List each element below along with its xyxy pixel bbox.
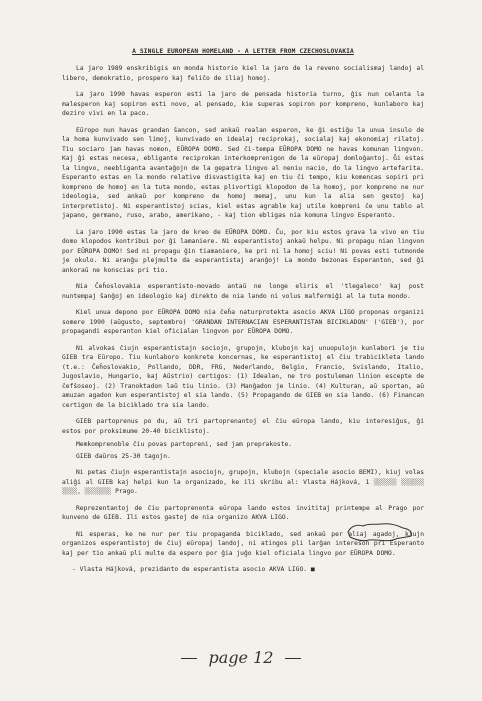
page-number [0,648,482,667]
page-number-label: page 12 [208,648,274,667]
map-outline-icon [345,520,415,544]
footer-dash-right [285,658,301,659]
paragraph-13: Ni esperas, ke ne nur per tiu propaganda biciklado, sed ankaŭ per aliaj agadoj, kiujn organizos esperantistoj de ĉiuj eŭropaj landoj, ni atingos pli larĝan intereson pri Esperanto kaj per tio ankaŭ pli multe da espero por ĝia juĝo kiel oficiala lingvo por EŬROPA DOMO. [62,530,424,557]
paragraph-12: Reprezentantoj de ĉiu partoprenonta eŭropa lando estos invititaj printempe al Prago por kunveno de GIEB. Ili estos gastoj de nia organizo AKVA LIGO. [62,504,424,521]
page-title: A SINGLE EUROPEAN HOMELAND - A LETTER FROM CZECHOSLOVAKIA [132,48,354,55]
signature: - Vlasta Hájková, prezidanto de esperantista asocio AKVA LIGO. ■ [72,566,315,573]
paragraph-11: Ni petas ĉiujn esperantistajn asociojn, grupojn, klubojn (speciale asocio BEMI), kiuj volas aliĝi al GIEB kaj helpi kun la organizado, ke ili skribu al: Vlasta Hájková, 1 ░░░░░░ ░░░░░░ ░░░░, ░░░░░░░ Prago. [62,469,424,495]
paragraph-8: GIEB partoprenus po du, aŭ tri partoprenantoj el ĉiu eŭropa lando, kiu interesiĝus, ĝi estos por proksimume 20-40 biciklistoj. [62,418,424,435]
paragraph-1: La jaro 1989 enskribigis en monda historio kiel la jaro de la reveno socialismaj landoj al libero, demokratio, prospero kaj feliĉo de iliaj homoj. [62,65,424,82]
paragraph-3: Eŭropo nun havas grandan ŝancon, sed ankaŭ realan esperon, ke ĝi estiĝu la unua insulo de la homa kunvivado sen limoj, kunvivado en idealaj reciprokaj, socialaj kaj ekonomiaj rilatoj. Tiu sociaro jam havas nomon, EŬROPA DOMO. Sed ĉi-tempa EŬROPA DOMO ne havas komunan lingvon. Kaj ĝi estas necesa, ebligante reciprokan interkomprenigon de la eŭropaj domloĝantoj. Ĝi estas la lingvo, neebliganta avantaĝojn de la gepatra lingvo al neniu nacio, do la lingvo artefarita. Esperanto estas en la mondo relative disvastigita kaj en tiu ĉi tempo, kiu komencas sopiri pri kompreno de homoj en la tuta mondo, estas plivortigi klopodon de la homoj, por kompreno ne nur ideologia, sed ankaŭ por kompreno de homoj memaj, unu kun la alia sen gestoj kaj interpretistoj. Ni esperantistoj scias, kiel estas agrable kaj utile kompreni ĉe unu tablo al japano, germano, ruso, arabo, amerikano, - kaj tion ebligas nia komuna lingvo Esperanto. [62,126,424,219]
paragraph-2: La jaro 1990 havas esperon esti la jaro de pensada historia turno, ĝis nun celanta la malesperon kaj sopiron esti novo, al pensado, kie superas sopiron por kompreno, kunlaboro kaj deziro vivi en la paco. [62,91,424,117]
footer-dash-left [181,658,197,659]
paragraph-7: Ni alvokas ĉiujn esperantistajn sociojn, grupojn, klubojn kaj unuopulojn kunlabori je tiu GIEB tra Eŭropo. Tiu kunlaboro konkrete koncernas, ke esperantistoj el ĉiu trabicikleta lando (t.e.: Ĉeĥoslovakio, Pollando, DDR, FRG, Nederlando, Belgio, Francio, Svislando, Italio, Jugoslavio, Hungario, kaj Aŭstrio) certigos: (1) Idealan, ne tro postulеman linion escepte de ĉefŝoseoj. (2) Tranoktadon laŭ tiu linio. (3) Manĝadon je linio. (4) Kulturan, aŭ sportan, aŭ amuzan agadon kun esperantistoj el sia lando. (5) Propagando de GIEB en sia lando. (6) Financan certigon de la bicikladо tra sia lando. [62,344,424,409]
paragraph-6: Kiel unua depono por EŬROPA DOMO nia ĉeĥa naturprotekta asocio AKVA LIGO proponas organizi somere 1990 (aŭgusto, septembro) 'GRANDAN INTERNACIAN ESPERANTISTAN BICIKLADON' ('GIEB'), por propagandi esperanton kiel oficialan lingvon por EŬROPA DOMO. [62,309,424,335]
czechoslovakia-map-stamp [345,520,415,544]
paragraph-10: GIEB daŭros 25-30 tagojn. [76,452,171,460]
paragraph-4: La jaro 1990 estas la jaro de kreo de EŬROPA DOMO. Ĉu, por kiu estos grava la vivo en tiu domo klopodos kontribui por ĝi lamaniere. Ni esperantistoj ankaŭ helpu. Ni propagu nian lingvon por EŬROPA DOMO! Sed ni propagu ĝin tiamaniere, ke pri ni la homoj sciu! Ni povas esti tutmonde je okulo. Ni aranĝu plejmulte da esperantistaj aranĝoj! La mondo bezonas Esperanton, sed ĝi ankoraŭ ne konscias pri tio. [62,228,424,274]
paragraph-5: Nia Ĉeĥoslovakia esperantisto-movado antaŭ ne longe eliris el 'tlegaleco' kaj post nuntempaj ŝanĝoj en ideologio kaj direkto de nia lando ni volus malfermiĝi al la tuta mondo. [62,283,424,300]
paragraph-9: Memkomprenoble ĉiu povas partopreni, sed jam preprakoste. [76,441,293,448]
